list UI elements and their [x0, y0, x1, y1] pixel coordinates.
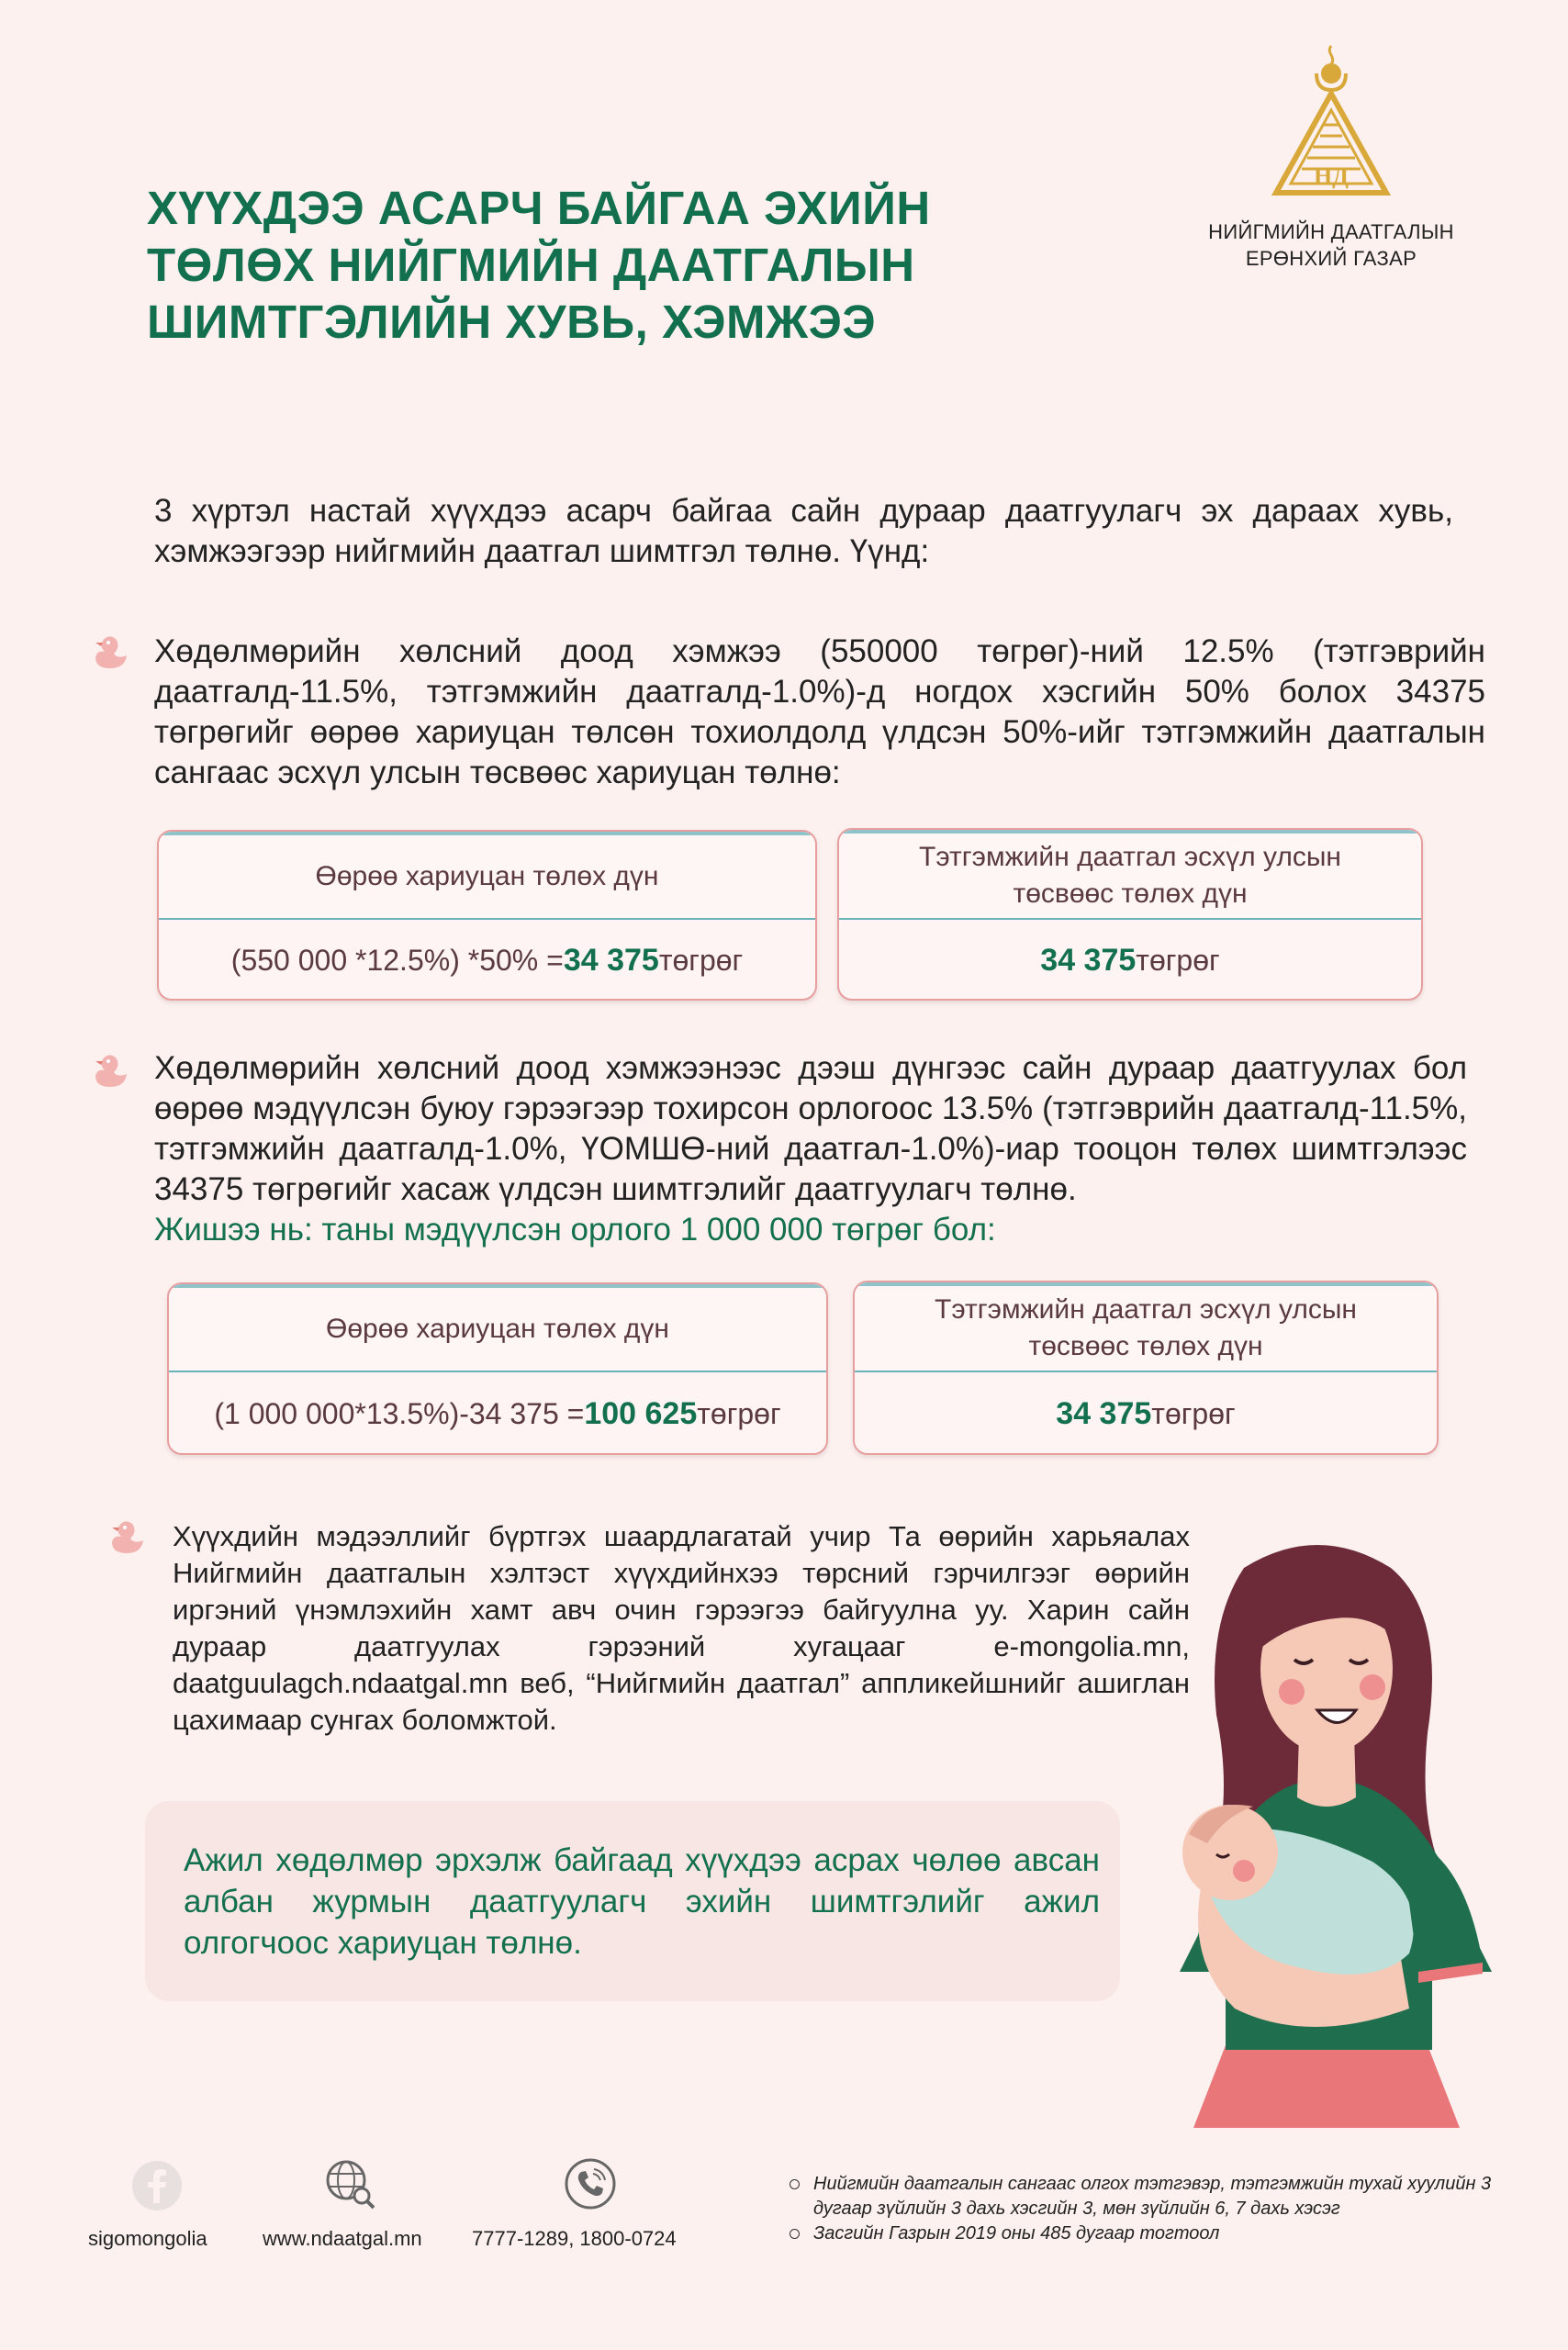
reference-item: Нийгмийн даатгалын сангаас олгох тэтгэвэр, тэтгэмжийн тухай хуулийн 3 дугаар зүйлийн 3 дахь хэсгийн 3, мөн зүйлийн 6, 7 дахь хэсэг: [790, 2172, 1542, 2221]
website-label[interactable]: www.ndaatgal.mn: [263, 2227, 422, 2250]
duck-icon: [90, 1052, 130, 1089]
duck-icon: [90, 633, 130, 670]
section2-example: Жишээ нь: таны мэдүүлсэн орлого 1 000 000 төгрөг бол:: [154, 1212, 996, 1248]
duck-icon: [106, 1518, 147, 1555]
ndaatgal-logo-icon: [1258, 37, 1405, 207]
phone-label[interactable]: 7777-1289, 1800-0724: [472, 2227, 677, 2250]
section1-state-pay-value: 34 375 төгрөг: [1040, 942, 1220, 978]
section2-self-pay-box: [167, 1282, 828, 1455]
section1-self-pay-value: (550 000 *12.5%) *50% = 34 375 төгрөг: [230, 942, 744, 978]
section2-self-pay-value: (1 000 000*13.5%)-34 375 = 100 625 төгрөг: [214, 1395, 781, 1431]
title-line-3: ШИМТГЭЛИЙН ХУВЬ, ХЭМЖЭЭ: [147, 296, 877, 348]
section1-state-pay-box: [837, 828, 1423, 1001]
phone-icon[interactable]: [564, 2157, 617, 2210]
section2-state-pay-value: 34 375 төгрөг: [1056, 1395, 1236, 1431]
note-text: Ажил хөдөлмөр эрхэлж байгаад хүүхдээ асрах чөлөө авсан албан журмын даатгуулагч эхийн шимтгэлийг ажил олгогчоос хариуцан төлнө.: [184, 1842, 1100, 1961]
section1-state-pay-header: Тэтгэмжийн даатгал эсхүл улсын төсвөөс төлөх дүн: [839, 830, 1421, 920]
facebook-icon[interactable]: [130, 2159, 184, 2212]
section2-state-pay-box: [853, 1281, 1439, 1455]
section2-state-pay-header: Тэтгэмжийн даатгал эсхүл улсын төсвөөс төлөх дүн: [855, 1282, 1437, 1372]
intro-text: 3 хүртэл настай хүүхдээ асарч байгаа сайн дураар даатгуулагч эх дараах хувь, хэмжээгээр нийгмийн даатгал шимтгэл төлнө. Үүнд:: [154, 493, 1453, 569]
section1-self-pay-header: Өөрөө хариуцан төлөх дүн: [159, 832, 815, 920]
page-title: [147, 180, 973, 351]
section1-self-pay-box: [157, 830, 817, 1001]
web-search-icon[interactable]: [323, 2157, 376, 2210]
svg-text:НД: НД: [1313, 162, 1350, 189]
section3-text: Хүүхдийн мэдээллийг бүртгэх шаардлагатай учир Та өөрийн харьяалах Нийгмийн даатгалын хэлтэст хүүхдийнхээ төрсний гэрчилгээг өөрийн иргэний үнэмлэхийн хамт авч очин гэрээгээ байгуулна уу. Харин сайн дураар даатгуулах гэрээний хугацааг e-mongolia.mn, daatguulagch.ndaatgal.mn веб, “Нийгмийн даатгал” аппликейшнийг ашиглан цахимаар сунгах боломжтой.: [173, 1520, 1190, 1736]
section2-text: Хөдөлмөрийн хөлсний доод хэмжээнээс дээш дүнгээс сайн дураар даатгуулах бол өөрөө мэдүүлсэн буюу гэрээгээр тохирсон орлогоос 13.5% (тэтгэврийн даатгалд-11.5%, тэтгэмжийн даатгалд-1.0%, ҮОМШӨ-ний даатгал-1.0%)-иар тооцон төлөх шимтгэлээс 34375 төгрөгийг хасаж үлдсэн шимтгэлийг даатгуулагч төлнө.: [154, 1050, 1467, 1207]
section2-self-pay-header: Өөрөө хариуцан төлөх дүн: [169, 1284, 826, 1372]
title-line-2: ТӨЛӨХ НИЙГМИЙН ДААТГАЛЫН: [147, 239, 915, 291]
mother-with-baby-illustration: [1097, 1531, 1556, 2137]
references: [790, 2172, 1542, 2246]
facebook-label[interactable]: sigomongolia: [88, 2227, 207, 2250]
organization-name: НИЙГМИЙН ДААТГАЛЫН ЕРӨНХИЙ ГАЗАР: [1208, 220, 1454, 270]
section1-text: Хөдөлмөрийн хөлсний доод хэмжээ (550000 төгрөг)-ний 12.5% (тэтгэврийн даатгалд-11.5%, тэтгэмжийн даатгалд-1.0%)-д ногдох хэсгийн 50% болох 34375 төгрөгийг өөрөө хариуцан төлсөн тохиолдолд үлдсэн 50%-ийг тэтгэмжийн даатгалын сангаас эсхүл улсын төсвөөс хариуцан төлнө:: [154, 633, 1485, 790]
reference-item: Засгийн Газрын 2019 оны 485 дугаар тогтоол: [790, 2221, 1542, 2246]
title-line-1: ХҮҮХДЭЭ АСАРЧ БАЙГАА ЭХИЙН: [147, 182, 931, 234]
